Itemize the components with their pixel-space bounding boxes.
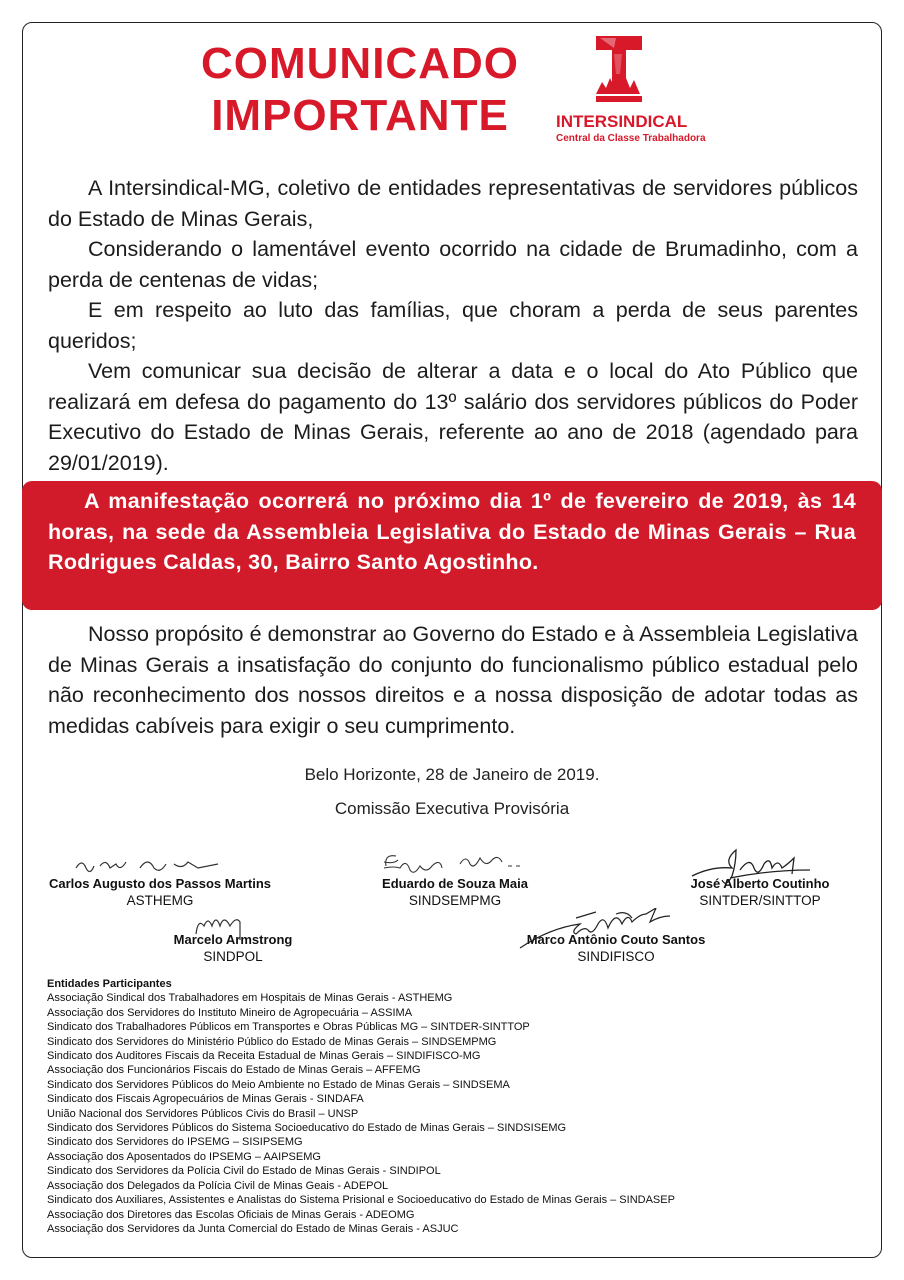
closing-paragraph-block (48, 619, 858, 741)
signatory-name: Marco Antônio Couto Santos (526, 932, 706, 947)
entity-item: Associação Sindical dos Trabalhadores em Hospitais de Minas Gerais - ASTHEMG (47, 992, 453, 1005)
entity-item: Sindicato dos Trabalhadores Públicos em Transportes e Obras Públicas MG – SINTDER-SINTTOP (47, 1021, 530, 1034)
paragraph: A Intersindical-MG, coletivo de entidades representativas de servidores públicos do Estado de Minas Gerais, (48, 176, 858, 231)
participating-entities (47, 977, 675, 1236)
committee: Comissão Executiva Provisória (334, 799, 570, 818)
entity-item: Sindicato dos Fiscais Agropecuários de Minas Gerais - SINDAFA (47, 1093, 364, 1106)
signatory-name: Carlos Augusto dos Passos Martins (48, 876, 271, 891)
signatory-org: SINTDER/SINTTOP (699, 893, 821, 908)
entity-item: Associação dos Funcionários Fiscais do Estado de Minas Gerais – AFFEMG (47, 1064, 421, 1077)
title-line-1: COMUNICADO (201, 39, 519, 88)
signatory-name: Marcelo Armstrong (173, 932, 293, 947)
intro-paragraphs (48, 173, 858, 478)
handwritten-signature-icon (516, 908, 696, 952)
entity-item: Sindicato dos Auditores Fiscais da Receita Estadual de Minas Gerais – SINDIFISCO-MG (47, 1050, 481, 1063)
signatory-org: SINDIFISCO (577, 949, 655, 964)
place-date: Belo Horizonte, 28 de Janeiro de 2019. (304, 765, 600, 784)
entity-item: Sindicato dos Servidores do IPSEMG – SISIPSEMG (47, 1136, 303, 1149)
signature-block (680, 876, 840, 908)
intersindical-logo (556, 34, 706, 144)
entity-item: Associação dos Aposentados do IPSEMG – AAIPSEMG (47, 1150, 321, 1163)
entity-item: Sindicato dos Servidores do Ministério Público do Estado de Minas Gerais – SINDSEMPMG (47, 1035, 497, 1048)
entity-item: Sindicato dos Servidores da Polícia Civil do Estado de Minas Gerais - SINDIPOL (47, 1165, 441, 1178)
entity-item: Associação dos Delegados da Polícia Civil de Minas Geais - ADEPOL (47, 1179, 389, 1192)
signature-block (160, 932, 306, 964)
paragraph: E em respeito ao luto das famílias, que choram a perda de seus parentes queridos; (48, 298, 858, 353)
entity-item: Sindicato dos Servidores Públicos do Sistema Socioeducativo do Estado de Minas Gerais – SINDSISEMG (47, 1122, 567, 1135)
handwritten-signature-icon (380, 850, 540, 876)
entity-item: União Nacional dos Servidores Públicos Civis do Brasil – UNSP (47, 1107, 359, 1120)
signature-block (350, 876, 560, 908)
entity-item: Sindicato dos Servidores Públicos do Meio Ambiente no Estado de Minas Gerais – SINDSEMA (47, 1078, 510, 1091)
logo-tagline: Central da Classe Trabalhadora (556, 133, 706, 144)
entity-item: Associação dos Servidores do Instituto Mineiro de Agropecuária – ASSIMA (47, 1006, 413, 1019)
handwritten-signature-icon (190, 912, 260, 940)
logo-name: INTERSINDICAL (556, 112, 688, 131)
entity-item: Associação dos Diretores das Escolas Oficiais de Minas Gerais - ADEOMG (47, 1208, 415, 1221)
entity-item: Associação dos Servidores da Junta Comercial do Estado de Minas Gerais - ASJUC (47, 1222, 459, 1235)
highlight-text: A manifestação ocorrerá no próximo dia 1º de fevereiro de 2019, às 14 horas, na sede da Assembleia Legislativa do Estado de Minas Gerais – Rua Rodrigues Caldas, 30, Bairro Santo Agostinho. (48, 489, 856, 574)
paragraph: Considerando o lamentável evento ocorrido na cidade de Brumadinho, com a perda de centenas de vidas; (48, 237, 858, 292)
entities-title: Entidades Participantes (47, 978, 172, 990)
title-line-2: IMPORTANTE (211, 91, 509, 140)
signatory-org: ASTHEMG (126, 893, 194, 908)
signatory-name: Eduardo de Souza Maia (382, 876, 528, 891)
signatory-name: José Alberto Coutinho (690, 876, 830, 891)
handwritten-signature-icon (70, 854, 240, 876)
signature-block (516, 932, 716, 964)
signatory-org: SINDSEMPMG (408, 893, 502, 908)
signatory-org: SINDPOL (203, 949, 263, 964)
closing-paragraph: Nosso propósito é demonstrar ao Governo do Estado e à Assembleia Legislativa de Minas Gerais a insatisfação do conjunto do funcionalismo público estadual pelo não reconhecimento dos nossos direitos e a nossa disposição de adotar todas as medidas cabíveis para exigir o seu cumprimento. (48, 622, 858, 738)
highlight-box (22, 481, 882, 610)
paragraph: Vem comunicar sua decisão de alterar a data e o local do Ato Público que realizará em defesa do pagamento do 13º salário dos servidores públicos do Poder Executivo do Estado de Minas Gerais, referente ao ano de 2018 (agendado para 29/01/2019). (48, 359, 858, 475)
intersindical-logo-icon (592, 34, 646, 106)
entity-item: Sindicato dos Auxiliares, Assistentes e Analistas do Sistema Prisional e Socioeducativo do Estado de Minas Gerais – SINDASEP (47, 1194, 675, 1207)
handwritten-signature-icon (690, 848, 820, 888)
signature-block (40, 876, 280, 908)
